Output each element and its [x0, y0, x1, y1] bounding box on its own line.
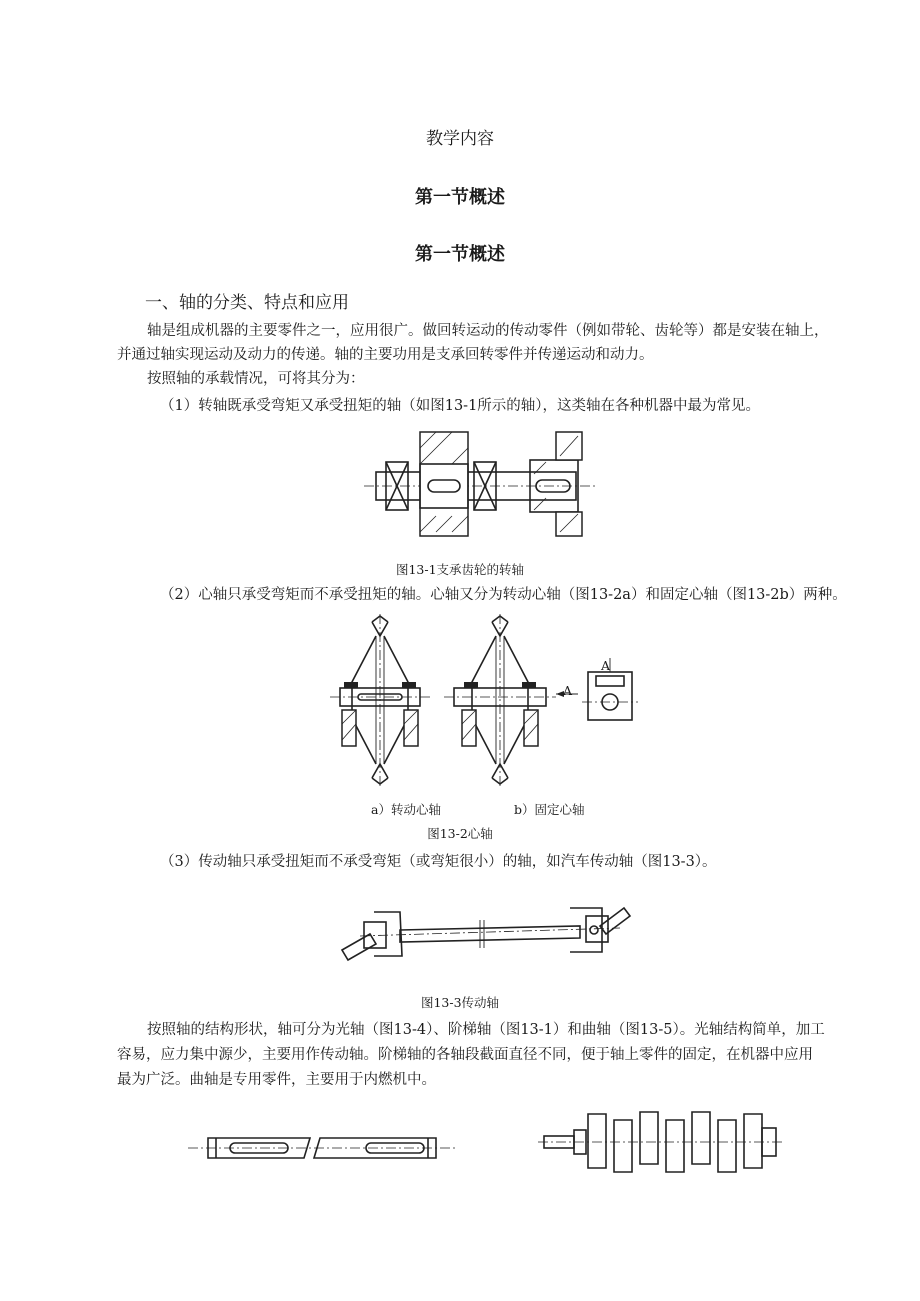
view-label-a-side: A [563, 683, 573, 698]
item-rotating-shaft: （1）转轴既承受弯矩又承受扭矩的轴（如图13-1所示的轴），这类轴在各种机器中最为常见。 [160, 398, 761, 414]
figure-13-4-drawing [186, 1128, 458, 1168]
figure-13-3-caption: 图13-3传动轴 [420, 995, 500, 1010]
section-heading-1: 第一节概述 [415, 187, 505, 208]
figure-13-3-drawing [330, 898, 640, 970]
figure-13-1-drawing [360, 428, 600, 540]
view-label-a-top: A [601, 658, 611, 673]
item-transmission-shaft: （3）传动轴只承受扭矩而不承受弯矩（或弯矩很小）的轴，如汽车传动轴（图13-3）。 [160, 854, 717, 870]
figure-13-5-drawing [536, 1106, 784, 1176]
figure-13-2-drawing [330, 612, 650, 788]
section-heading-2: 第一节概述 [415, 244, 505, 265]
load-classification-intro: 按照轴的承载情况，可将其分为： [147, 371, 365, 387]
figure-13-2-caption: 图13-2心轴 [427, 826, 493, 841]
page-title: 教学内容 [426, 129, 494, 149]
shape-paragraph-line-1: 按照轴的结构形状，轴可分为光轴（图13-4）、阶梯轴（图13-1）和曲轴（图13-5）。光轴结构简单，加工 [147, 1022, 825, 1038]
figure-13-2a-label: a）转动心轴 [371, 802, 441, 817]
subsection-heading: 一、轴的分类、特点和应用 [145, 293, 349, 313]
shape-paragraph-line-2: 容易，应力集中源少，主要用作传动轴。阶梯轴的各轴段截面直径不同，便于轴上零件的固定，在机器中应用 [117, 1047, 813, 1063]
shape-paragraph-line-3: 最为广泛。曲轴是专用零件，主要用于内燃机中。 [117, 1072, 436, 1088]
figure-13-1-caption: 图13-1支承齿轮的转轴 [395, 562, 525, 577]
intro-paragraph-line-1: 轴是组成机器的主要零件之一，应用很广。做回转运动的传动零件（例如带轮、齿轮等）都是安装在轴上， [147, 323, 829, 339]
figure-13-2b-label: b）固定心轴 [514, 802, 585, 817]
intro-paragraph-line-2: 并通过轴实现运动及动力的传递。轴的主要功用是支承回转零件并传递运动和动力。 [117, 347, 654, 363]
item-mandrel: （2）心轴只承受弯矩而不承受扭矩的轴。心轴又分为转动心轴（图13-2a）和固定心轴（图13-2b）两种。 [160, 587, 847, 603]
